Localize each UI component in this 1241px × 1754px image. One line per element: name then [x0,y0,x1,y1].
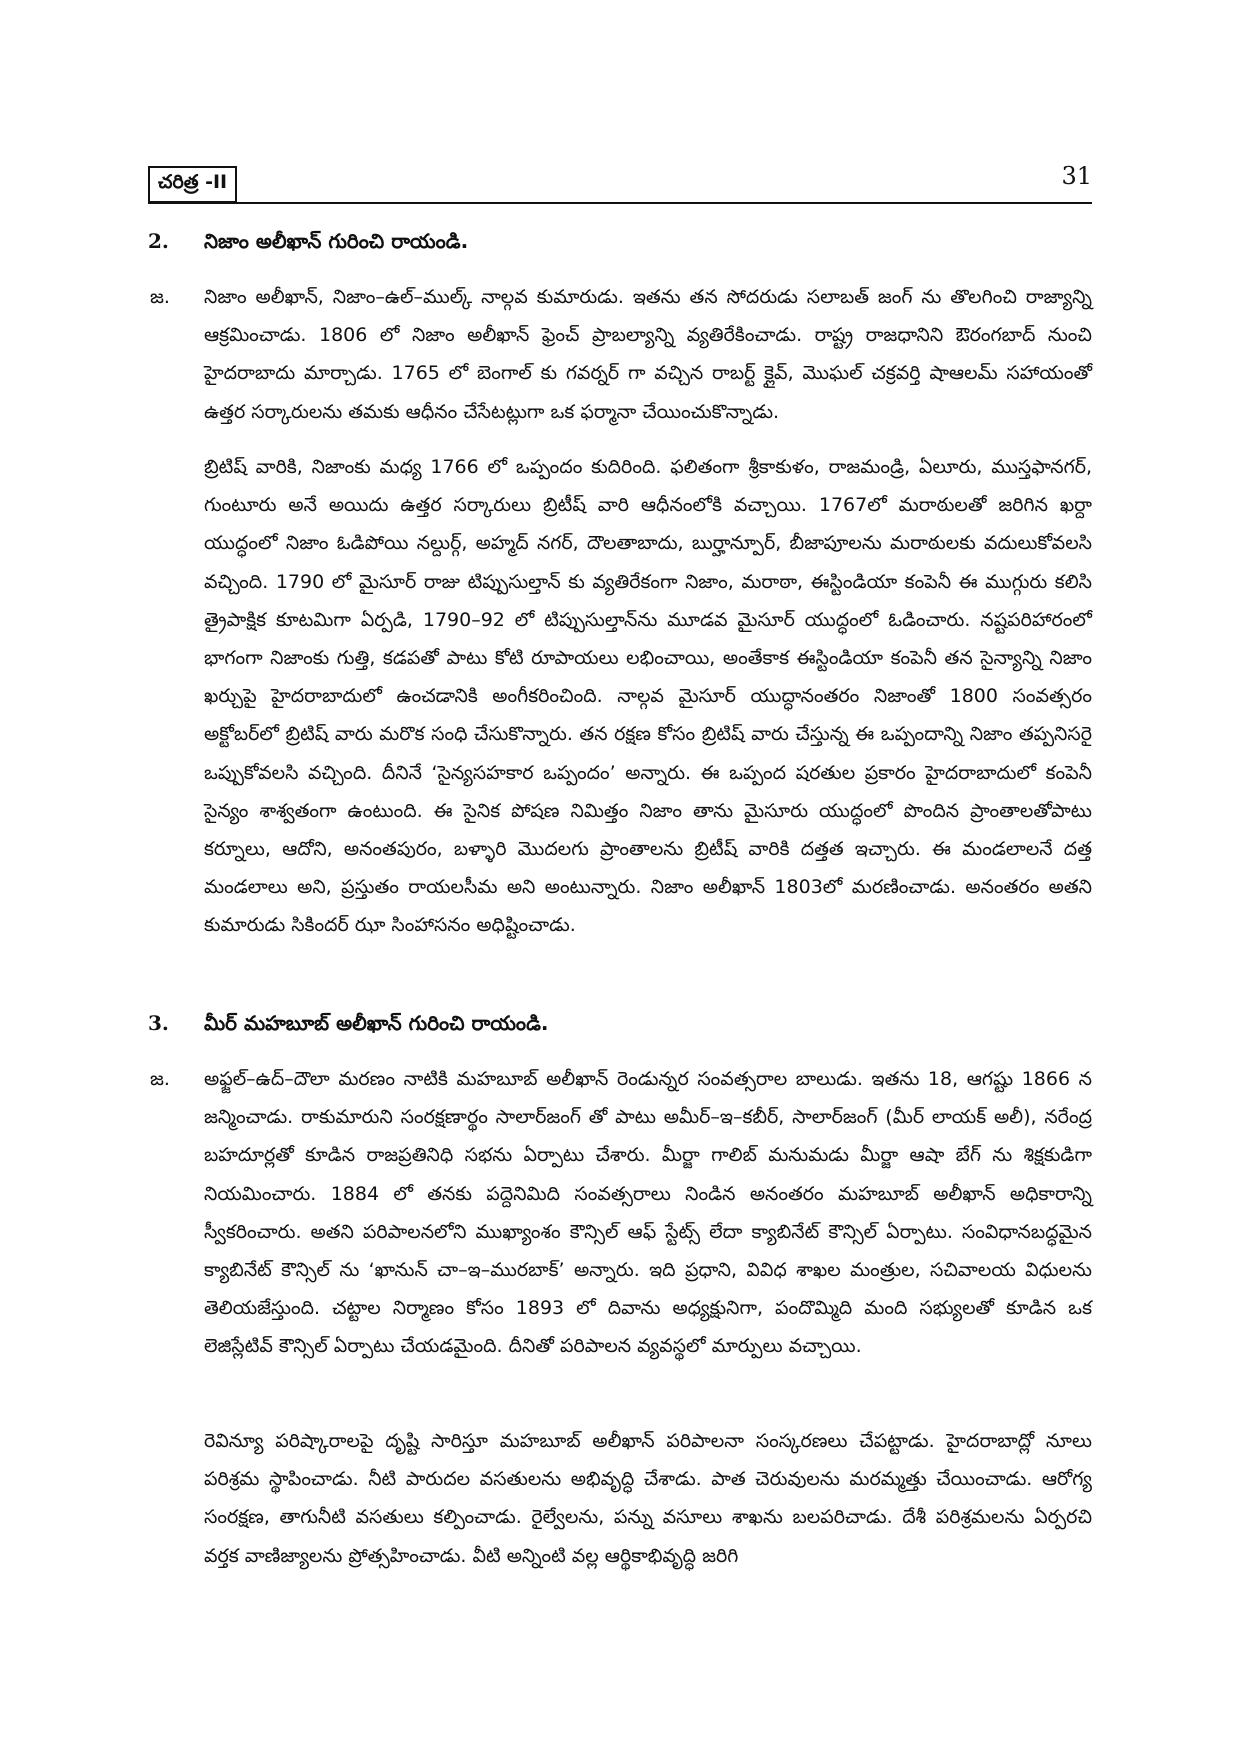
answer-paragraph: రెవిన్యూ పరిష్కారాలపై దృష్టి సారిస్తూ మహబూబ్ అలీఖాన్ పరిపాలనా సంస్కరణలు చేపట్టాడు. హైదరాబాద్లో నూలు పరిశ్రమ స్థాపించాడు. నీటి పారుదల వసతులను అభివృద్ధి చేశాడు. పాత చెరువులను మరమ్మత్తు చేయించాడు. ఆరోగ్య సంరక్షణ, తాగునీటి వసతులు కల్పించాడు. రైల్వేలను, పన్ను వసూలు శాఖను బలపరిచాడు. దేశీ పరిశ్రమలను ఏర్పరచి వర్తక వాణిజ్యాలను ప్రోత్సహించాడు. వీటి అన్నింటి వల్ల ఆర్థికాభివృద్ధి జరిగి [204,1430,1092,1567]
page-header [148,160,1092,204]
page-number: 31 [1061,162,1092,190]
subject-label: చరిత్ర -II [148,166,237,203]
answer-paragraph: నిజాం అలీఖాన్, నిజాం–ఉల్–ముల్క్ నాల్గవ కుమారుడు. ఇతను తన సోదరుడు సలాబత్ జంగ్ ను తొలగించి రాజ్యాన్ని ఆక్రమించాడు. 1806 లో నిజాం అలీఖాన్ ఫ్రెంచ్ ప్రాబల్యాన్ని వ్యతిరేకించాడు. రాష్ట్ర రాజధానిని ఔరంగబాద్ నుంచి హైదరాబాదు మార్చాడు. 1765 లో బెంగాల్ కు గవర్నర్ గా వచ్చిన రాబర్ట్ క్లైవ్, మొఘల్ చక్రవర్తి షాఆలమ్ సహాయంతో ఉత్తర సర్కారులను తమకు ఆధీనం చేసేటట్లుగా ఒక ఫర్మానా చేయించుకొన్నాడు. [204,286,1092,423]
answer-label: జ. [150,1068,170,1090]
question-title: నిజాం అలీఖాన్ గురించి రాయండి. [204,229,469,253]
question-title: మీర్ మహబూబ్ అలీఖాన్ గురించి రాయండి. [204,1011,549,1035]
answer-label: జ. [150,286,170,308]
question-number: 3. [148,1011,169,1035]
question-number: 2. [148,229,169,253]
answer-paragraph: బ్రిటిష్ వారికి, నిజాంకు మధ్య 1766 లో ఒప్పందం కుదిరింది. ఫలితంగా శ్రీకాకుళం, రాజమండ్రి, ఏలూరు, ముస్తఫానగర్, గుంటూరు అనే అయిదు ఉత్తర సర్కారులు బ్రిటీష్ వారి ఆధీనంలోకి వచ్చాయి. 1767లో మరాఠులతో జరిగిన ఖర్దా యుద్ధంలో నిజాం ఓడిపోయి నల్దుర్గ్, అహ్మద్ నగర్, దౌలతాబాదు, బుర్హాన్పూర్, బీజాపూలను మరాఠులకు వదులుకోవలసి వచ్చింది. 1790 లో మైసూర్ రాజు టిప్పుసుల్తాన్ కు వ్యతిరేకంగా నిజాం, మరాఠా, ఈస్టిండియా కంపెనీ ఈ ముగ్గురు కలిసి త్రైపాక్షిక కూటమిగా ఏర్పడి, 1790–92 లో టిప్పుసుల్తాన్‌ను మూడవ మైసూర్ యుద్ధంలో ఓడించారు. నష్టపరిహారంలో భాగంగా నిజాంకు గుత్తి, కడపతో పాటు కోటి రూపాయలు లభించాయి, అంతేకాక ఈస్టిండియా కంపెనీ తన సైన్యాన్ని నిజాం ఖర్చుపై హైదరాబాదులో ఉంచడానికి అంగీకరించింది. నాల్గవ మైసూర్ యుద్ధానంతరం నిజాంతో 1800 సంవత్సరం అక్టోబర్‌లో బ్రిటిష్ వారు మరొక సంధి చేసుకొన్నారు. తన రక్షణ కోసం బ్రిటిష్ వారు చేస్తున్న ఈ ఒప్పందాన్ని నిజాం తప్పనిసరై ఒప్పుకోవలసి వచ్చింది. దీనినే ‘సైన్యసహకార ఒప్పందం’ అన్నారు. ఈ ఒప్పంద షరతుల ప్రకారం హైదరాబాదులో కంపెనీ సైన్యం శాశ్వతంగా ఉంటుంది. ఈ సైనిక పోషణ నిమిత్తం నిజాం తాను మైసూరు యుద్ధంలో పొందిన ప్రాంతాలతోపాటు కర్నూలు, ఆదోని, అనంతపురం, బళ్ళారి మొదలగు ప్రాంతాలను బ్రిటీష్ వారికి దత్తత ఇచ్చారు. ఈ మండలాలనే దత్త మండలాలు అని, ప్రస్తుతం రాయలసీమ అని అంటున్నారు. నిజాం అలీఖాన్ 1803లో మరణించాడు. అనంతరం అతని కుమారుడు సికిందర్ ఝా సింహాసనం అధిష్టించాడు. [204,456,1092,937]
answer-paragraph: అఫ్జల్–ఉద్–దౌలా మరణం నాటికి మహబూబ్ అలీఖాన్ రెండున్నర సంవత్సరాల బాలుడు. ఇతను 18, ఆగష్టు 1866 న జన్మించాడు. రాకుమారుని సంరక్షణార్థం సాలార్‌జంగ్ తో పాటు అమీర్–ఇ–కబీర్, సాలార్‌జంగ్ (మీర్ లాయక్ అలీ), నరేంద్ర బహదూర్లతో కూడిన రాజప్రతినిధి సభను ఏర్పాటు చేశారు. మీర్జా గాలిబ్ మనుమడు మీర్జా ఆషా బేగ్ ను శిక్షకుడిగా నియమించారు. 1884 లో తనకు పద్దెనిమిది సంవత్సరాలు నిండిన అనంతరం మహబూబ్ అలీఖాన్ అధికారాన్ని స్వీకరించారు. అతని పరిపాలనలోని ముఖ్యాంశం కౌన్సిల్ ఆఫ్ స్టేట్స్ లేదా క్యాబినేట్ కౌన్సిల్ ఏర్పాటు. సంవిధానబద్ధమైన క్యాబినేట్ కౌన్సిల్ ను ‘ఖానున్ చా–ఇ–మురబాక్’ అన్నారు. ఇది ప్రధాని, వివిధ శాఖల మంత్రుల, సచివాలయ విధులను తెలియజేస్తుంది. చట్టాల నిర్మాణం కోసం 1893 లో దివాను అధ్యక్షునిగా, పందొమ్మిది మంది సభ్యులతో కూడిన ఒక లెజిస్లేటివ్ కౌన్సిల్ ఏర్పాటు చేయడమైంది. దీనితో పరిపాలన వ్యవస్థలో మార్పులు వచ్చాయి. [204,1068,1092,1358]
